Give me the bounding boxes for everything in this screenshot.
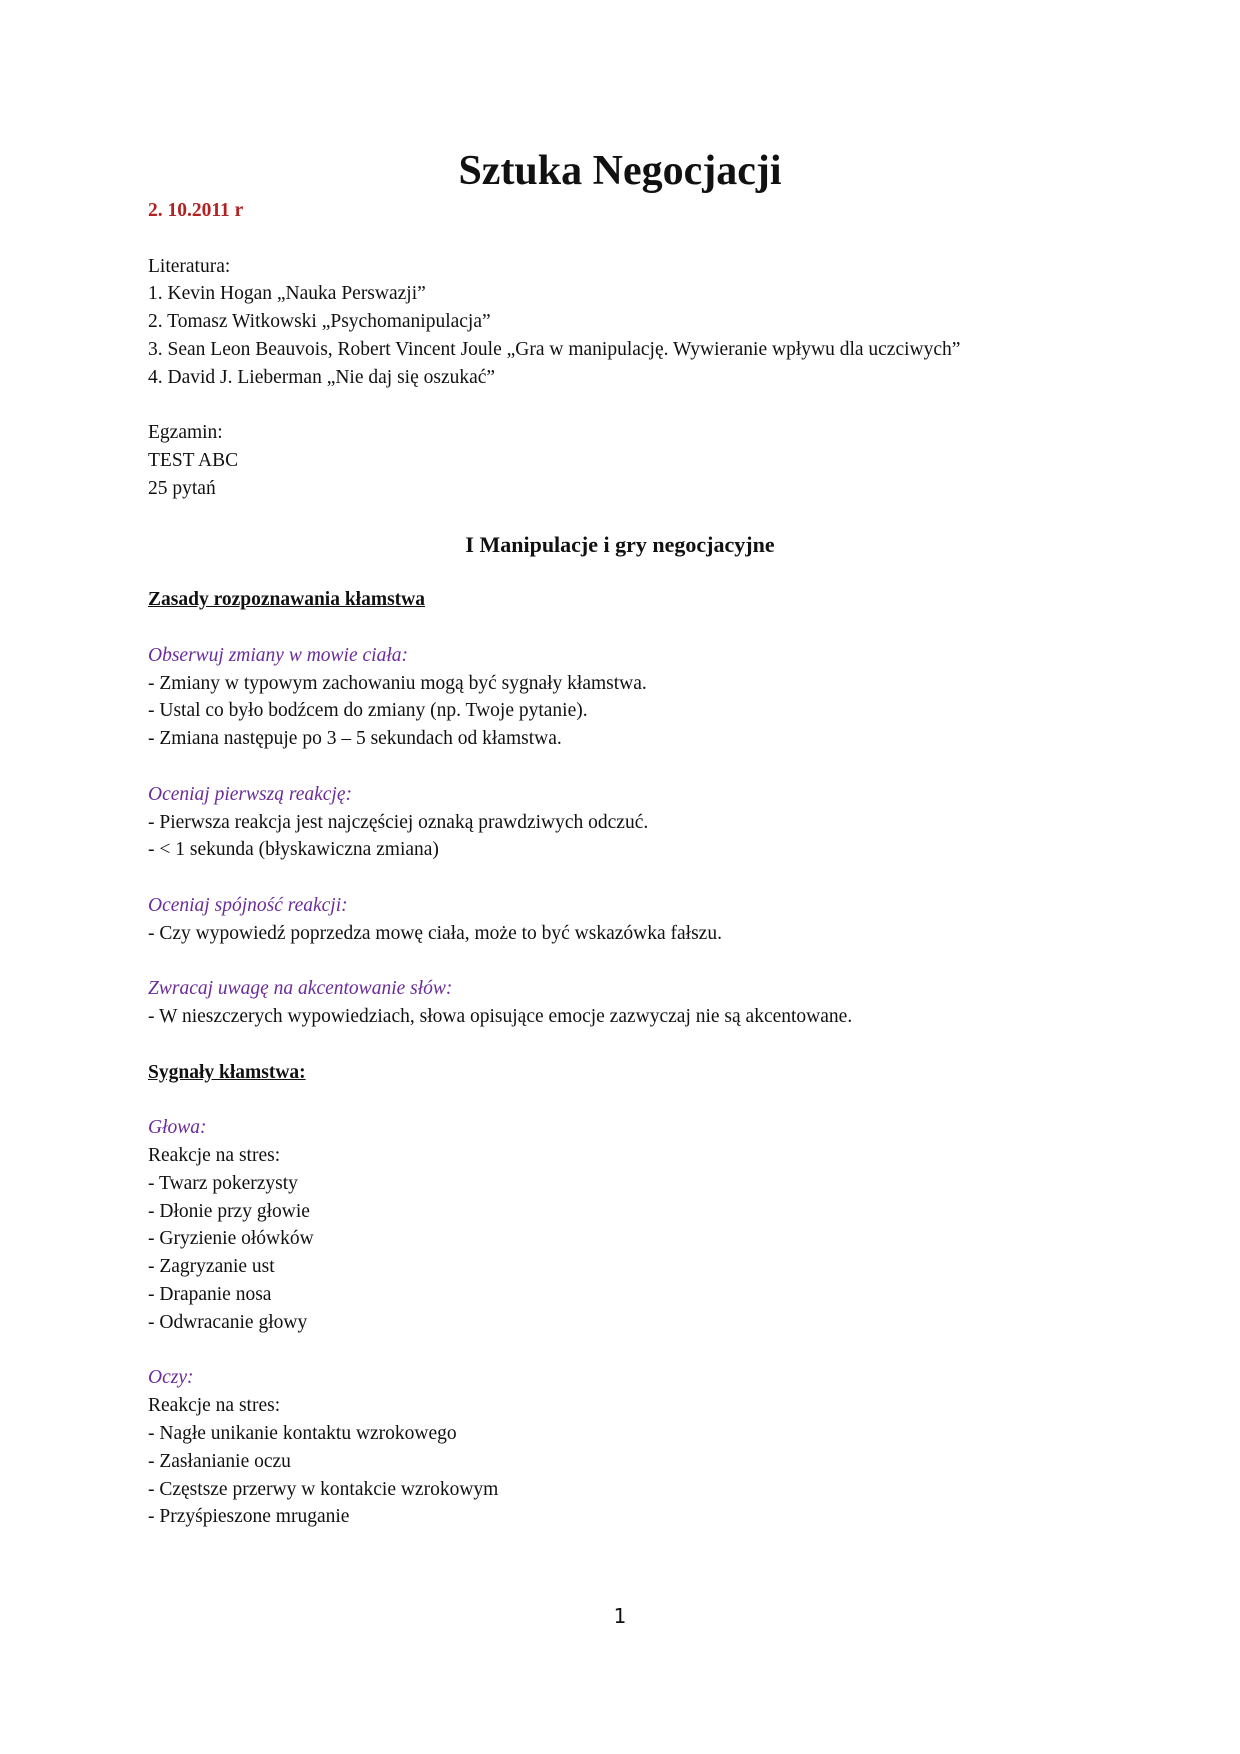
- signal-line: - Odwracanie głowy: [148, 1311, 308, 1333]
- signal-line: - Drapanie nosa: [148, 1284, 272, 1306]
- signal-line: - Nagłe unikanie kontaktu wzrokowego: [148, 1423, 457, 1445]
- literature-item: 2. Tomasz Witkowski „Psychomanipulacja”: [148, 311, 491, 333]
- rule-line: - W nieszczerych wypowiedziach, słowa opisujące emocje zazwyczaj nie są akcentowane.: [148, 1006, 853, 1028]
- signal-line: - Gryzienie ołówków: [148, 1228, 314, 1250]
- rule-line: - Ustal co było bodźcem do zmiany (np. Twoje pytanie).: [148, 700, 588, 722]
- literature-heading: Literatura:: [148, 255, 231, 277]
- signal-line: - Zagryzanie ust: [148, 1256, 275, 1278]
- signal-intro: Reakcje na stres:: [148, 1145, 281, 1167]
- signal-line: - Zasłanianie oczu: [148, 1450, 291, 1472]
- rule-heading: Oceniaj pierwszą reakcję:: [148, 783, 352, 805]
- literature-item: 3. Sean Leon Beauvois, Robert Vincent Joule „Gra w manipulację. Wywieranie wpływu dla uczciwych”: [148, 338, 961, 360]
- signal-intro: Reakcje na stres:: [148, 1395, 281, 1417]
- document-body: [148, 197, 1108, 1531]
- signal-line: - Częstsze przerwy w kontakcie wzrokowym: [148, 1478, 499, 1500]
- exam-type: TEST ABC: [148, 450, 239, 472]
- lecture-date: 2. 10.2011 r: [148, 200, 244, 221]
- signal-heading: Głowa:: [148, 1117, 207, 1139]
- literature-item: 4. David J. Lieberman „Nie daj się oszukać”: [148, 366, 496, 388]
- signal-line: - Dłonie przy głowie: [148, 1200, 310, 1222]
- rule-line: - Pierwsza reakcja jest najczęściej oznaką prawdziwych odczuć.: [148, 811, 649, 833]
- signals-heading: Sygnały kłamstwa:: [148, 1061, 306, 1083]
- signal-line: - Przyśpieszone mruganie: [148, 1506, 350, 1528]
- rule-line: - Zmiany w typowym zachowaniu mogą być sygnały kłamstwa.: [148, 672, 647, 694]
- page-number: 1: [613, 1604, 627, 1628]
- rule-line: - Zmiana następuje po 3 – 5 sekundach od kłamstwa.: [148, 728, 562, 750]
- rule-heading: Zwracaj uwagę na akcentowanie słów:: [148, 978, 453, 1000]
- signal-line: - Twarz pokerzysty: [148, 1172, 298, 1194]
- exam-heading: Egzamin:: [148, 422, 223, 444]
- rules-heading: Zasady rozpoznawania kłamstwa: [148, 589, 426, 611]
- section-title: I Manipulacje i gry negocjacyjne: [465, 531, 775, 557]
- document-title: Sztuka Negocjacji: [458, 148, 782, 194]
- exam-questions: 25 pytań: [148, 477, 216, 499]
- rule-line: - Czy wypowiedź poprzedza mowę ciała, może to być wskazówka fałszu.: [148, 922, 722, 944]
- literature-item: 1. Kevin Hogan „Nauka Perswazji”: [148, 283, 426, 305]
- signal-heading: Oczy:: [148, 1367, 194, 1389]
- rule-heading: Obserwuj zmiany w mowie ciała:: [148, 644, 408, 666]
- rule-line: - < 1 sekunda (błyskawiczna zmiana): [148, 839, 439, 861]
- rule-heading: Oceniaj spójność reakcji:: [148, 894, 348, 916]
